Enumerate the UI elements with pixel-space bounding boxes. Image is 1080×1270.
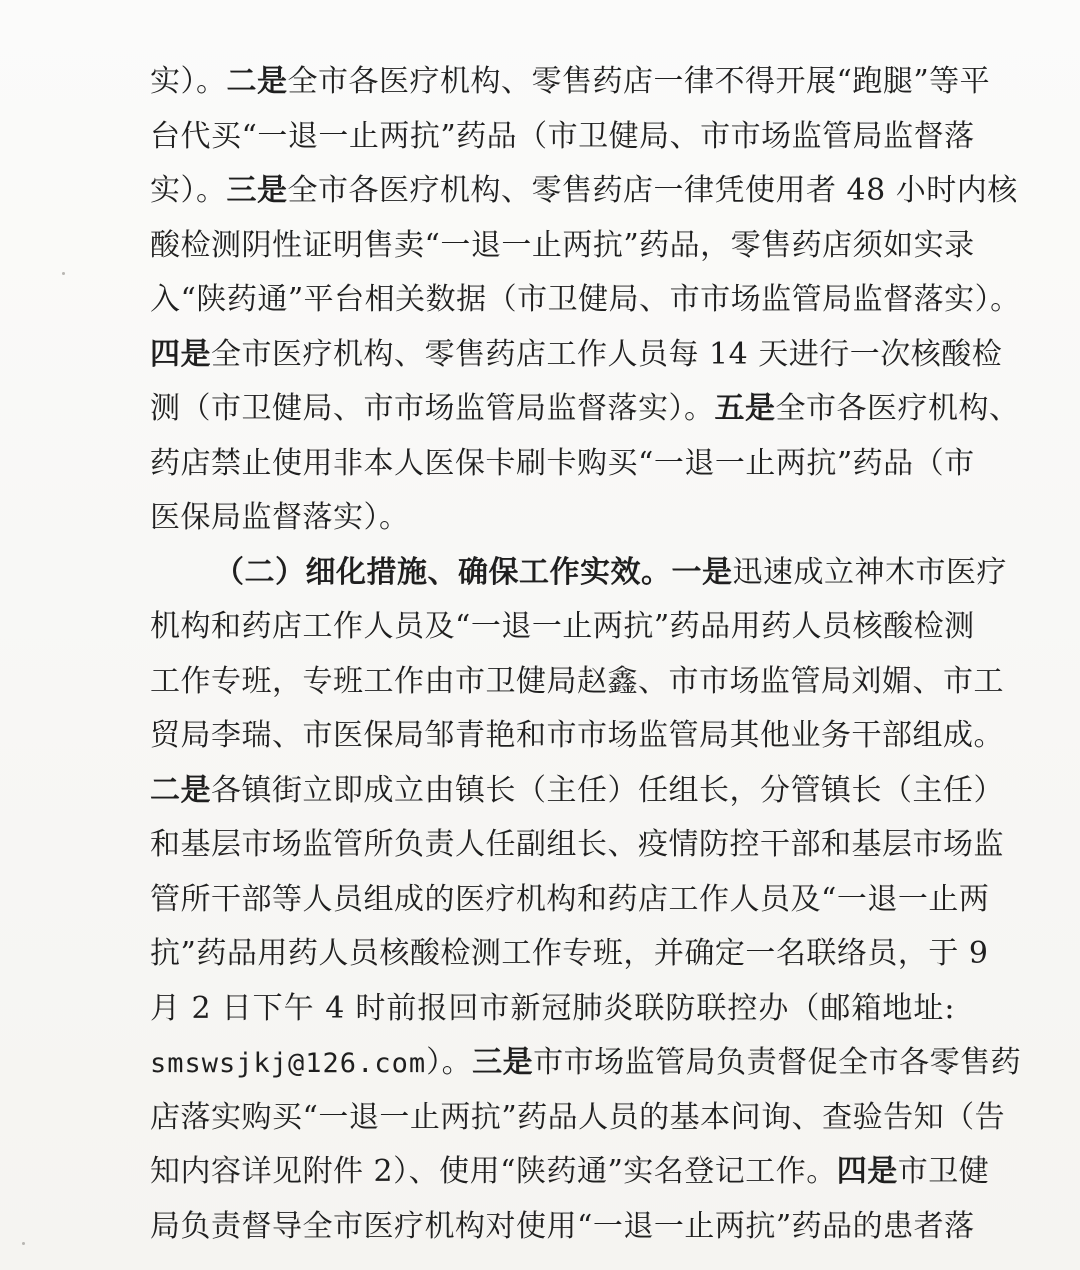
item-marker: 四是	[150, 336, 211, 372]
text-line	[150, 818, 1004, 873]
section-heading: （二）细化措施、确保工作实效。	[214, 554, 672, 590]
text-line	[150, 164, 1018, 219]
item-marker: 二是	[150, 772, 211, 808]
text-segment: 实）。	[150, 64, 227, 99]
text-line	[150, 110, 975, 165]
text-segment: 实）。	[150, 173, 227, 208]
text-segment: 机构和药店工作人员及“一退一止两抗”药品用药人员核酸检测	[150, 609, 975, 644]
text-segment: 管所干部等人员组成的医疗机构和药店工作人员及“一退一止两	[150, 881, 990, 917]
text-segment: 月 2 日下午 4 时前报回市新冠肺炎联防联控办（邮箱地址:	[150, 990, 955, 1026]
text-segment: 和基层市场监管所负责人任副组长、疫情防控干部和基层市场监	[150, 827, 1004, 862]
text-line	[150, 491, 955, 546]
text-segment: 各镇街立即成立由镇长（主任）任组长，分管镇长（主任）	[211, 772, 1004, 808]
text-line	[150, 709, 1004, 764]
text-segment: 医保局监督落实）。	[150, 500, 410, 535]
text-segment: 酸检测阴性证明售卖“一退一止两抗”药品，零售药店须如实录	[150, 227, 975, 263]
text-segment: 市卫健	[897, 1154, 990, 1189]
text-line	[150, 382, 1020, 437]
document-body	[150, 55, 1022, 1254]
section-heading-line	[150, 546, 1007, 601]
text-line	[150, 219, 975, 274]
text-line	[150, 55, 991, 110]
text-line	[150, 1036, 1022, 1091]
text-segment: 全市各医疗机构、零售药店一律凭使用者 48 小时内核	[287, 173, 1018, 208]
text-line	[150, 927, 989, 982]
scan-speck	[62, 272, 65, 275]
text-line	[150, 764, 1004, 819]
text-line	[150, 1200, 975, 1255]
item-marker: 三是	[226, 173, 288, 208]
text-segment: 全市医疗机构、零售药店工作人员每 14 天进行一次核酸检	[211, 336, 1003, 372]
text-line	[150, 437, 975, 492]
email-address: smswsjkj@126.com	[150, 1048, 427, 1079]
text-line	[150, 1091, 1006, 1146]
text-segment: 迅速成立神木市医疗	[732, 554, 1007, 590]
text-line	[150, 982, 955, 1037]
item-marker: 二是	[226, 64, 288, 99]
text-line	[150, 1145, 990, 1200]
text-line	[150, 273, 1021, 328]
text-line	[150, 600, 975, 655]
text-segment: 抗”药品用药人员核酸检测工作专班，并确定一名联络员，于 9	[150, 936, 989, 971]
text-segment: 测（市卫健局、市市场监管局监督落实）。	[150, 391, 715, 426]
text-segment: 台代买“一退一止两抗”药品（市卫健局、市市场监管局监督落	[150, 118, 975, 154]
text-segment: 工作专班，专班工作由市卫健局赵鑫、市市场监管局刘媚、市工	[150, 663, 1004, 699]
text-segment: ）。	[426, 1045, 473, 1080]
scan-speck	[22, 1242, 25, 1245]
text-segment: 入“陕药通”平台相关数据（市卫健局、市市场监管局监督落实）。	[150, 282, 1021, 317]
text-segment: 知内容详见附件 2）、使用“陕药通”实名登记工作。	[150, 1154, 837, 1189]
item-marker: 一是	[671, 554, 733, 590]
text-segment: 局负责督导全市医疗机构对使用“一退一止两抗”药品的患者落	[150, 1208, 975, 1244]
item-marker: 五是	[714, 391, 776, 426]
item-marker: 四是	[836, 1154, 898, 1189]
text-segment: 药店禁止使用非本人医保卡刷卡购买“一退一止两抗”药品（市	[150, 445, 975, 481]
text-segment: 全市各医疗机构、	[775, 391, 1020, 426]
text-segment: 贸局李瑞、市医保局邹青艳和市市场监管局其他业务干部组成。	[150, 718, 1004, 753]
text-line	[150, 873, 990, 928]
text-segment: 市市场监管局负责督促全市各零售药	[533, 1045, 1022, 1080]
text-segment: 全市各医疗机构、零售药店一律不得开展“跑腿”等平	[287, 64, 991, 99]
text-line	[150, 328, 1003, 383]
item-marker: 三是	[472, 1045, 534, 1080]
text-line	[150, 655, 1004, 710]
text-segment: 店落实购买“一退一止两抗”药品人员的基本问询、查验告知（告	[150, 1099, 1006, 1135]
